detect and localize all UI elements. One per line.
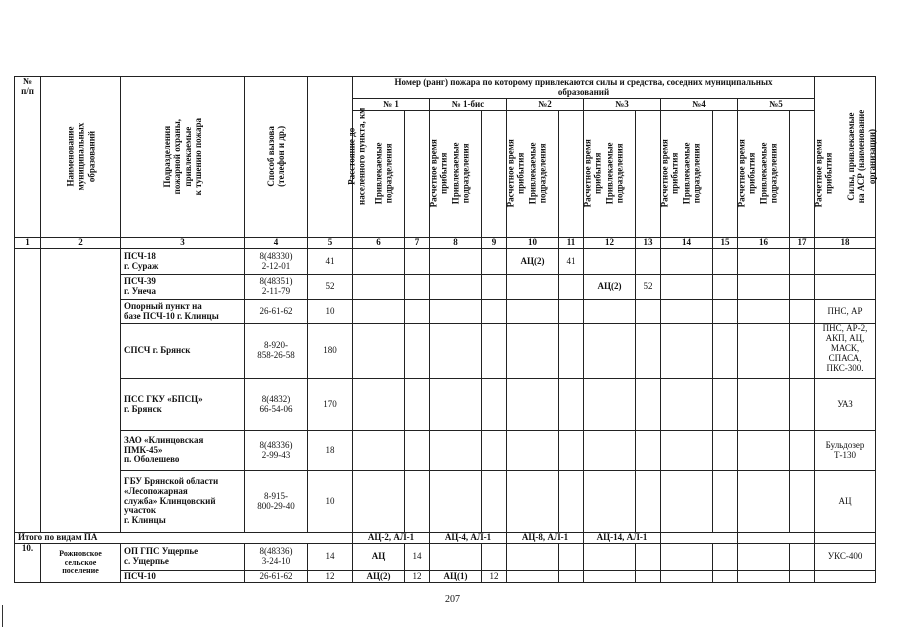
municipality-line: сельское bbox=[64, 557, 97, 567]
header-sub-time bbox=[405, 111, 450, 238]
unit-cell bbox=[121, 544, 245, 571]
rank-cell bbox=[713, 275, 738, 300]
rank-cell bbox=[353, 379, 405, 431]
asr-cell: УАЗ bbox=[815, 379, 876, 431]
column-number: 6 bbox=[353, 238, 405, 249]
unit-cell: ПСЧ-10 bbox=[121, 571, 245, 583]
header-line: подразделения bbox=[537, 143, 548, 204]
totals-row bbox=[15, 533, 876, 544]
unit-cell bbox=[121, 275, 245, 300]
asr-line: ПКС-300. bbox=[826, 362, 864, 373]
rank-cell bbox=[790, 544, 815, 571]
table-row bbox=[15, 379, 876, 431]
rank-cell bbox=[507, 471, 559, 533]
unit-line: г. Унеча bbox=[124, 286, 156, 296]
row-number-cell bbox=[15, 249, 41, 533]
rank3-units-cell: АЦ(2) bbox=[584, 275, 636, 300]
table-row bbox=[15, 300, 876, 324]
rank-cell bbox=[713, 544, 738, 571]
rank-cell bbox=[713, 324, 738, 379]
rank-cell bbox=[353, 471, 405, 533]
totals-label: Итого по видам ПА bbox=[15, 533, 353, 544]
totals-asr bbox=[815, 533, 876, 544]
column-number: 2 bbox=[41, 238, 121, 249]
unit-line: «Лесопожарная bbox=[124, 485, 188, 496]
rank-cell bbox=[482, 544, 507, 571]
column-number: 4 bbox=[245, 238, 308, 249]
rank-cell bbox=[559, 471, 584, 533]
rank-cell bbox=[482, 249, 507, 275]
table-row bbox=[15, 571, 876, 583]
rank-cell bbox=[405, 471, 430, 533]
rank-cell bbox=[405, 275, 430, 300]
rank-cell bbox=[430, 324, 482, 379]
rank-cell bbox=[661, 431, 713, 471]
phone-cell bbox=[245, 471, 308, 533]
rank-cell bbox=[636, 571, 661, 583]
rank-cell bbox=[738, 471, 790, 533]
phone-cell bbox=[245, 249, 308, 275]
rank-cell bbox=[661, 571, 713, 583]
unit-line: ЗАО «Клинцовская bbox=[124, 434, 204, 445]
rank-cell bbox=[738, 275, 790, 300]
asr-cell: УКС-400 bbox=[815, 544, 876, 571]
column-number: 9 bbox=[482, 238, 507, 249]
rank1-time-cell: 12 bbox=[405, 571, 430, 583]
totals-rank1: АЦ-2, АЛ-1 bbox=[353, 533, 430, 544]
rank1bis-time-cell: 12 bbox=[482, 571, 507, 583]
distance-cell: 18 bbox=[308, 431, 353, 471]
rank-cell bbox=[507, 324, 559, 379]
rank-cell bbox=[738, 571, 790, 583]
rank-cell bbox=[738, 324, 790, 379]
header-line: прибытия bbox=[439, 153, 450, 195]
rank-cell bbox=[713, 471, 738, 533]
unit-line: ПСС ГКУ «БПСЦ» bbox=[124, 393, 203, 404]
phone-cell bbox=[245, 275, 308, 300]
column-numbers-row bbox=[15, 238, 876, 249]
scan-edge-mark bbox=[2, 605, 3, 627]
rank-cell bbox=[405, 379, 430, 431]
rank-cell bbox=[405, 249, 430, 275]
header-line: Привлекаемые bbox=[373, 142, 384, 205]
rank-cell bbox=[661, 324, 713, 379]
rank-cell bbox=[559, 324, 584, 379]
rank-cell bbox=[430, 300, 482, 324]
rank-cell bbox=[584, 324, 636, 379]
unit-line: ОП ГПС Ущерпье bbox=[124, 546, 199, 557]
column-number: 17 bbox=[790, 238, 815, 249]
header-line: Привлекаемые bbox=[758, 142, 769, 205]
unit-cell bbox=[121, 431, 245, 471]
rank-cell bbox=[636, 544, 661, 571]
header-sub-time bbox=[790, 111, 835, 238]
header-sub-time bbox=[713, 111, 758, 238]
rank-cell bbox=[790, 249, 815, 275]
rank-cell bbox=[405, 300, 430, 324]
rank-cell bbox=[661, 249, 713, 275]
column-number: 13 bbox=[636, 238, 661, 249]
rank1-units-cell: АЦ(2) bbox=[353, 571, 405, 583]
rank-cell bbox=[661, 275, 713, 300]
distance-cell: 12 bbox=[308, 571, 353, 583]
distance-cell: 14 bbox=[308, 544, 353, 571]
rank-cell bbox=[482, 275, 507, 300]
header-line: привлекаемые bbox=[182, 126, 193, 187]
header-sub-time bbox=[636, 111, 681, 238]
fire-resources-table-sheet bbox=[14, 76, 876, 583]
header-rank-3: №3 bbox=[584, 99, 661, 111]
column-number: 11 bbox=[559, 238, 584, 249]
asr-line: АКП, АЦ, bbox=[825, 332, 865, 343]
rank-cell bbox=[482, 300, 507, 324]
phone-line: 2-11-79 bbox=[261, 286, 291, 296]
rank-cell bbox=[430, 431, 482, 471]
rank-cell bbox=[353, 431, 405, 471]
rank-cell bbox=[482, 379, 507, 431]
rank-cell bbox=[636, 300, 661, 324]
header-line: Наименование bbox=[64, 126, 75, 187]
totals-rank1bis: АЦ-4, АЛ-1 bbox=[430, 533, 507, 544]
table-row bbox=[15, 431, 876, 471]
unit-cell bbox=[121, 300, 245, 324]
unit-line: с. Ущерпье bbox=[124, 556, 169, 566]
column-number: 12 bbox=[584, 238, 636, 249]
rank-cell bbox=[353, 275, 405, 300]
header-rank-2: №2 bbox=[507, 99, 584, 111]
header-sub-time bbox=[482, 111, 527, 238]
rank-cell bbox=[790, 275, 815, 300]
rank-cell bbox=[482, 431, 507, 471]
rank-cell bbox=[430, 379, 482, 431]
header-col-number-line: № bbox=[22, 76, 33, 86]
header-line: Расчетное время bbox=[582, 139, 593, 208]
rank-cell bbox=[661, 471, 713, 533]
distance-cell: 41 bbox=[308, 249, 353, 275]
header-line: организации) bbox=[866, 129, 877, 185]
rank-cell bbox=[430, 275, 482, 300]
totals-rank2: АЦ-8, АЛ-1 bbox=[507, 533, 584, 544]
header-line: Привлекаемые bbox=[604, 142, 615, 205]
asr-cell: АЦ bbox=[815, 471, 876, 533]
rank-cell bbox=[790, 471, 815, 533]
unit-cell: СПСЧ г. Брянск bbox=[121, 324, 245, 379]
header-call-method bbox=[245, 77, 308, 238]
rank-cell bbox=[353, 300, 405, 324]
rank2-time-cell: 41 bbox=[559, 249, 584, 275]
rank-cell bbox=[559, 571, 584, 583]
phone-line: 8(48351) bbox=[259, 276, 293, 287]
rank-cell bbox=[559, 275, 584, 300]
column-number: 18 bbox=[815, 238, 876, 249]
header-line: образований bbox=[85, 131, 96, 183]
unit-cell bbox=[121, 471, 245, 533]
header-line: Привлекаемые bbox=[450, 142, 461, 205]
rank-cell bbox=[482, 324, 507, 379]
totals-rank4 bbox=[661, 533, 738, 544]
unit-line: ПСЧ-39 bbox=[124, 276, 156, 287]
unit-line: участок bbox=[124, 505, 157, 516]
column-number: 7 bbox=[405, 238, 430, 249]
column-number: 10 bbox=[507, 238, 559, 249]
header-line: Расчетное время bbox=[736, 139, 747, 208]
phone-line: 66-54-06 bbox=[259, 403, 293, 414]
asr-cell bbox=[815, 249, 876, 275]
header-col-number-line: п/п bbox=[21, 85, 34, 96]
phone-cell: 26-61-62 bbox=[245, 300, 308, 324]
rank2-units-cell: АЦ(2) bbox=[507, 249, 559, 275]
distance-cell: 52 bbox=[308, 275, 353, 300]
column-number: 1 bbox=[15, 238, 41, 249]
header-line: подразделения bbox=[691, 143, 702, 204]
unit-line: базе ПСЧ-10 г. Клинцы bbox=[124, 310, 219, 321]
asr-line: СПАСА, bbox=[828, 352, 862, 363]
rank-cell bbox=[559, 300, 584, 324]
municipality-cell bbox=[41, 544, 121, 583]
header-line: Расчетное время bbox=[659, 139, 670, 208]
rank-cell bbox=[713, 300, 738, 324]
unit-line: ГБУ Брянской области bbox=[124, 475, 219, 486]
rank-cell bbox=[738, 300, 790, 324]
header-line: прибытия bbox=[824, 153, 835, 195]
rank-cell bbox=[738, 379, 790, 431]
rank-cell bbox=[559, 431, 584, 471]
rank-cell bbox=[636, 249, 661, 275]
fire-resources-table bbox=[14, 76, 876, 583]
rank-cell bbox=[790, 300, 815, 324]
rank-cell bbox=[353, 249, 405, 275]
header-line: прибытия bbox=[593, 153, 604, 195]
phone-line: 8(48336) bbox=[259, 546, 293, 557]
asr-cell bbox=[815, 324, 876, 379]
rank1bis-units-cell: АЦ(1) bbox=[430, 571, 482, 583]
rank1-units-cell: АЦ bbox=[353, 544, 405, 571]
phone-line: 800-29-40 bbox=[257, 500, 295, 511]
column-number: 14 bbox=[661, 238, 713, 249]
unit-line: г. Сураж bbox=[124, 260, 159, 271]
phone-line: 8-920- bbox=[264, 340, 288, 351]
header-line: подразделения bbox=[460, 143, 471, 204]
unit-line: ПСЧ-18 bbox=[124, 250, 156, 261]
unit-cell bbox=[121, 379, 245, 431]
phone-line: 2-12-01 bbox=[261, 260, 291, 271]
municipality-cell bbox=[41, 249, 121, 533]
distance-cell: 10 bbox=[308, 471, 353, 533]
header-line: на АСР (наименование bbox=[856, 110, 867, 204]
unit-line: Опорный пункт на bbox=[124, 300, 202, 311]
unit-cell bbox=[121, 249, 245, 275]
rank-cell bbox=[584, 300, 636, 324]
phone-line: 2-99-43 bbox=[261, 449, 291, 460]
table-row bbox=[15, 275, 876, 300]
rank-cell bbox=[713, 379, 738, 431]
header-rank-group-title: Номер (ранг) пожара по которому привлекаются силы и средства, соседних муниципальных образований bbox=[353, 77, 815, 99]
column-number: 5 bbox=[308, 238, 353, 249]
rank-cell bbox=[584, 431, 636, 471]
phone-line: 8-915- bbox=[264, 490, 288, 501]
rank-cell bbox=[507, 379, 559, 431]
rank-cell bbox=[507, 431, 559, 471]
phone-cell bbox=[245, 324, 308, 379]
phone-line: 8(48330) bbox=[259, 250, 293, 261]
header-line: Подразделения bbox=[161, 125, 172, 188]
rank-cell bbox=[790, 431, 815, 471]
rank-cell bbox=[559, 379, 584, 431]
phone-line: 8(48336) bbox=[259, 439, 293, 450]
rank-cell bbox=[405, 324, 430, 379]
asr-line: ПНС, АР-2, bbox=[822, 323, 868, 333]
rank-cell bbox=[584, 544, 636, 571]
rank-cell bbox=[636, 324, 661, 379]
rank-cell bbox=[661, 544, 713, 571]
municipality-line: поселение bbox=[62, 566, 99, 576]
rank-cell bbox=[713, 431, 738, 471]
rank-cell bbox=[636, 471, 661, 533]
header-line: Расстояние до bbox=[346, 128, 357, 186]
rank-cell bbox=[584, 571, 636, 583]
header-line: подразделения bbox=[768, 143, 779, 204]
header-line: населенного пункта, км bbox=[356, 108, 367, 206]
column-number: 16 bbox=[738, 238, 790, 249]
header-line: к тушению пожара bbox=[192, 118, 203, 196]
table-row bbox=[15, 249, 876, 275]
rank-cell bbox=[430, 544, 482, 571]
distance-cell: 170 bbox=[308, 379, 353, 431]
rank-cell bbox=[507, 571, 559, 583]
column-number: 15 bbox=[713, 238, 738, 249]
unit-line: служба» Клинцовский bbox=[124, 495, 216, 506]
rank3-time-cell: 52 bbox=[636, 275, 661, 300]
rank-cell bbox=[559, 544, 584, 571]
phone-cell: 26-61-62 bbox=[245, 571, 308, 583]
municipality-line: Рожновское bbox=[59, 548, 102, 558]
rank-cell bbox=[507, 544, 559, 571]
asr-line: Т-130 bbox=[834, 449, 857, 460]
rank-cell bbox=[430, 249, 482, 275]
header-line: Силы, привлекаемые bbox=[846, 112, 857, 201]
rank-cell bbox=[430, 471, 482, 533]
phone-line: 8(4832) bbox=[261, 393, 291, 404]
column-number: 8 bbox=[430, 238, 482, 249]
rank-cell bbox=[584, 471, 636, 533]
header-line: прибытия bbox=[747, 153, 758, 195]
totals-rank3: АЦ-14, АЛ-1 bbox=[584, 533, 661, 544]
rank-cell bbox=[790, 571, 815, 583]
rank-cell bbox=[584, 249, 636, 275]
rank-cell bbox=[738, 431, 790, 471]
unit-line: п. Оболешево bbox=[124, 454, 180, 465]
rank-cell bbox=[738, 544, 790, 571]
header-line: подразделения bbox=[614, 143, 625, 204]
table-row bbox=[15, 324, 876, 379]
asr-line: МАСК, bbox=[830, 342, 860, 353]
rank-cell bbox=[790, 324, 815, 379]
distance-cell: 180 bbox=[308, 324, 353, 379]
phone-line: 858-26-58 bbox=[257, 350, 295, 360]
header-line: Привлекаемые bbox=[681, 142, 692, 205]
table-row bbox=[15, 544, 876, 571]
header-line: прибытия bbox=[670, 153, 681, 195]
rank-cell bbox=[790, 379, 815, 431]
header-line: подразделения bbox=[383, 143, 394, 204]
unit-line: г. Брянск bbox=[124, 403, 162, 414]
header-rank-1bis: № 1-бис bbox=[430, 99, 507, 111]
asr-cell bbox=[815, 431, 876, 471]
header-line: муниципальных bbox=[75, 122, 86, 191]
rank-cell bbox=[584, 379, 636, 431]
unit-line: ПМК-45» bbox=[124, 444, 163, 455]
asr-cell bbox=[815, 571, 876, 583]
table-row bbox=[15, 471, 876, 533]
phone-cell bbox=[245, 379, 308, 431]
header-distance bbox=[308, 77, 367, 238]
rank-cell bbox=[661, 379, 713, 431]
unit-line: г. Клинцы bbox=[124, 515, 166, 526]
asr-cell bbox=[815, 275, 876, 300]
header-fire-units bbox=[121, 77, 245, 238]
page-number: 207 bbox=[445, 594, 460, 605]
phone-cell bbox=[245, 431, 308, 471]
rank-cell bbox=[482, 471, 507, 533]
asr-line: Бульдозер bbox=[825, 439, 865, 450]
header-sub-time bbox=[559, 111, 604, 238]
header-municipalities bbox=[41, 77, 121, 238]
header-line: Расчетное время bbox=[428, 139, 439, 208]
header-line: пожарной охраны, bbox=[172, 119, 183, 195]
asr-cell: ПНС, АР bbox=[815, 300, 876, 324]
header-line: Расчетное время bbox=[813, 139, 824, 208]
column-number: 3 bbox=[121, 238, 245, 249]
rank-cell bbox=[405, 431, 430, 471]
header-line: (телефон и др.) bbox=[275, 126, 286, 188]
header-rank-4: №4 bbox=[661, 99, 738, 111]
rank-cell bbox=[636, 431, 661, 471]
phone-cell bbox=[245, 544, 308, 571]
header-line: Способ вызова bbox=[265, 126, 276, 187]
header-col-number bbox=[15, 77, 41, 238]
rank-cell bbox=[738, 249, 790, 275]
header-line: прибытия bbox=[516, 153, 527, 195]
rank-cell bbox=[661, 300, 713, 324]
phone-line: 3-24-10 bbox=[261, 556, 291, 566]
row-number-cell: 10. bbox=[15, 544, 41, 583]
rank1-time-cell: 14 bbox=[405, 544, 430, 571]
header-rank-5: №5 bbox=[738, 99, 815, 111]
header-line: Привлекаемые bbox=[527, 142, 538, 205]
header-rank-1: № 1 bbox=[353, 99, 430, 111]
rank-cell bbox=[507, 275, 559, 300]
totals-rank5 bbox=[738, 533, 815, 544]
distance-cell: 10 bbox=[308, 300, 353, 324]
rank-cell bbox=[636, 379, 661, 431]
rank-cell bbox=[713, 249, 738, 275]
rank-cell bbox=[353, 324, 405, 379]
rank-cell bbox=[713, 571, 738, 583]
rank-cell bbox=[507, 300, 559, 324]
header-line: Расчетное время bbox=[505, 139, 516, 208]
